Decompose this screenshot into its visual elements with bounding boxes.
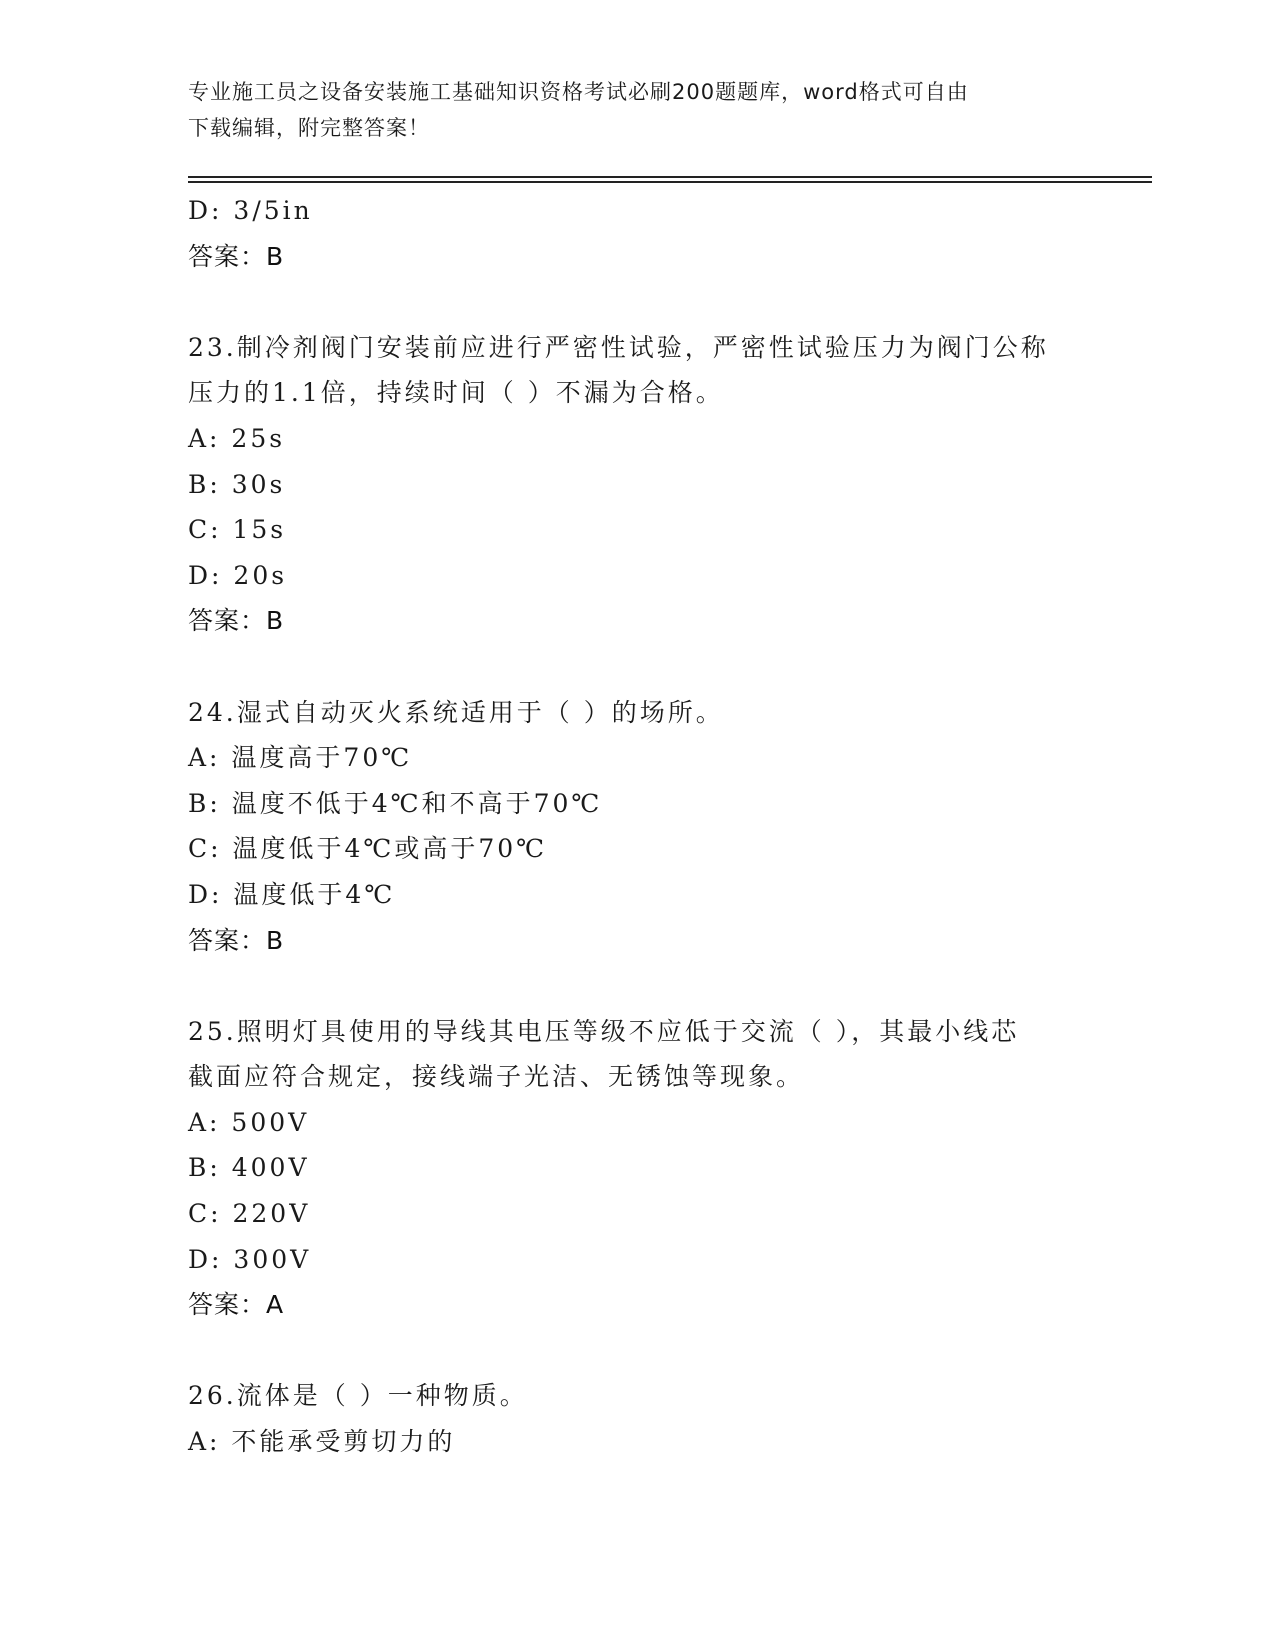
spacer	[188, 279, 1088, 325]
question-stem: 压力的1.1倍，持续时间（ ）不漏为合格。	[188, 378, 724, 408]
option-d: D: 温度低于4℃	[188, 879, 396, 909]
header-line-2: 下载编辑，附完整答案！	[188, 116, 430, 140]
question-block	[188, 325, 1088, 644]
option-b: B: 400V	[188, 1153, 310, 1183]
question-block	[188, 1373, 1088, 1464]
question-stem: 25.照明灯具使用的导线其电压等级不应低于交流（ ），其最小线芯	[188, 1016, 1020, 1046]
answer-text: 答案：B	[188, 925, 285, 955]
spacer	[188, 644, 1088, 690]
option-a: A: 温度高于70℃	[188, 743, 413, 773]
header-divider-bottom	[188, 181, 1152, 183]
option-b: B: 温度不低于4℃和不高于70℃	[188, 788, 603, 818]
header-line-1: 专业施工员之设备安装施工基础知识资格考试必刷200题题库，word格式可自由	[188, 80, 969, 104]
option-a: A: 500V	[188, 1107, 310, 1137]
option-a: A: 25s	[188, 423, 286, 453]
question-stem: 截面应符合规定，接线端子光洁、无锈蚀等现象。	[188, 1062, 805, 1092]
option-d: D: 300V	[188, 1244, 312, 1274]
document-header	[188, 74, 1088, 146]
spacer	[188, 1328, 1088, 1374]
question-block	[188, 690, 1088, 964]
option-c: C: 220V	[188, 1199, 311, 1229]
header-divider-top	[188, 176, 1152, 178]
question-block	[188, 1009, 1088, 1328]
question-stem: 24.湿式自动灭火系统适用于（ ）的场所。	[188, 697, 724, 727]
option-d: D: 20s	[188, 560, 288, 590]
answer-text: 答案：B	[188, 606, 285, 636]
option-a: A: 不能承受剪切力的	[188, 1427, 456, 1457]
question-stem: 23.制冷剂阀门安装前应进行严密性试验，严密性试验压力为阀门公称	[188, 332, 1049, 362]
question-stem: 26.流体是（ ）一种物质。	[188, 1381, 528, 1411]
answer-text: 答案：B	[188, 241, 285, 271]
answer-text: 答案：A	[188, 1290, 285, 1320]
question-list	[188, 188, 1088, 1465]
spacer	[188, 963, 1088, 1009]
option-text: D: 3/5in	[188, 196, 313, 225]
option-c: C: 温度低于4℃或高于70℃	[188, 834, 548, 864]
option-c: C: 15s	[188, 515, 287, 545]
option-b: B: 30s	[188, 469, 286, 499]
